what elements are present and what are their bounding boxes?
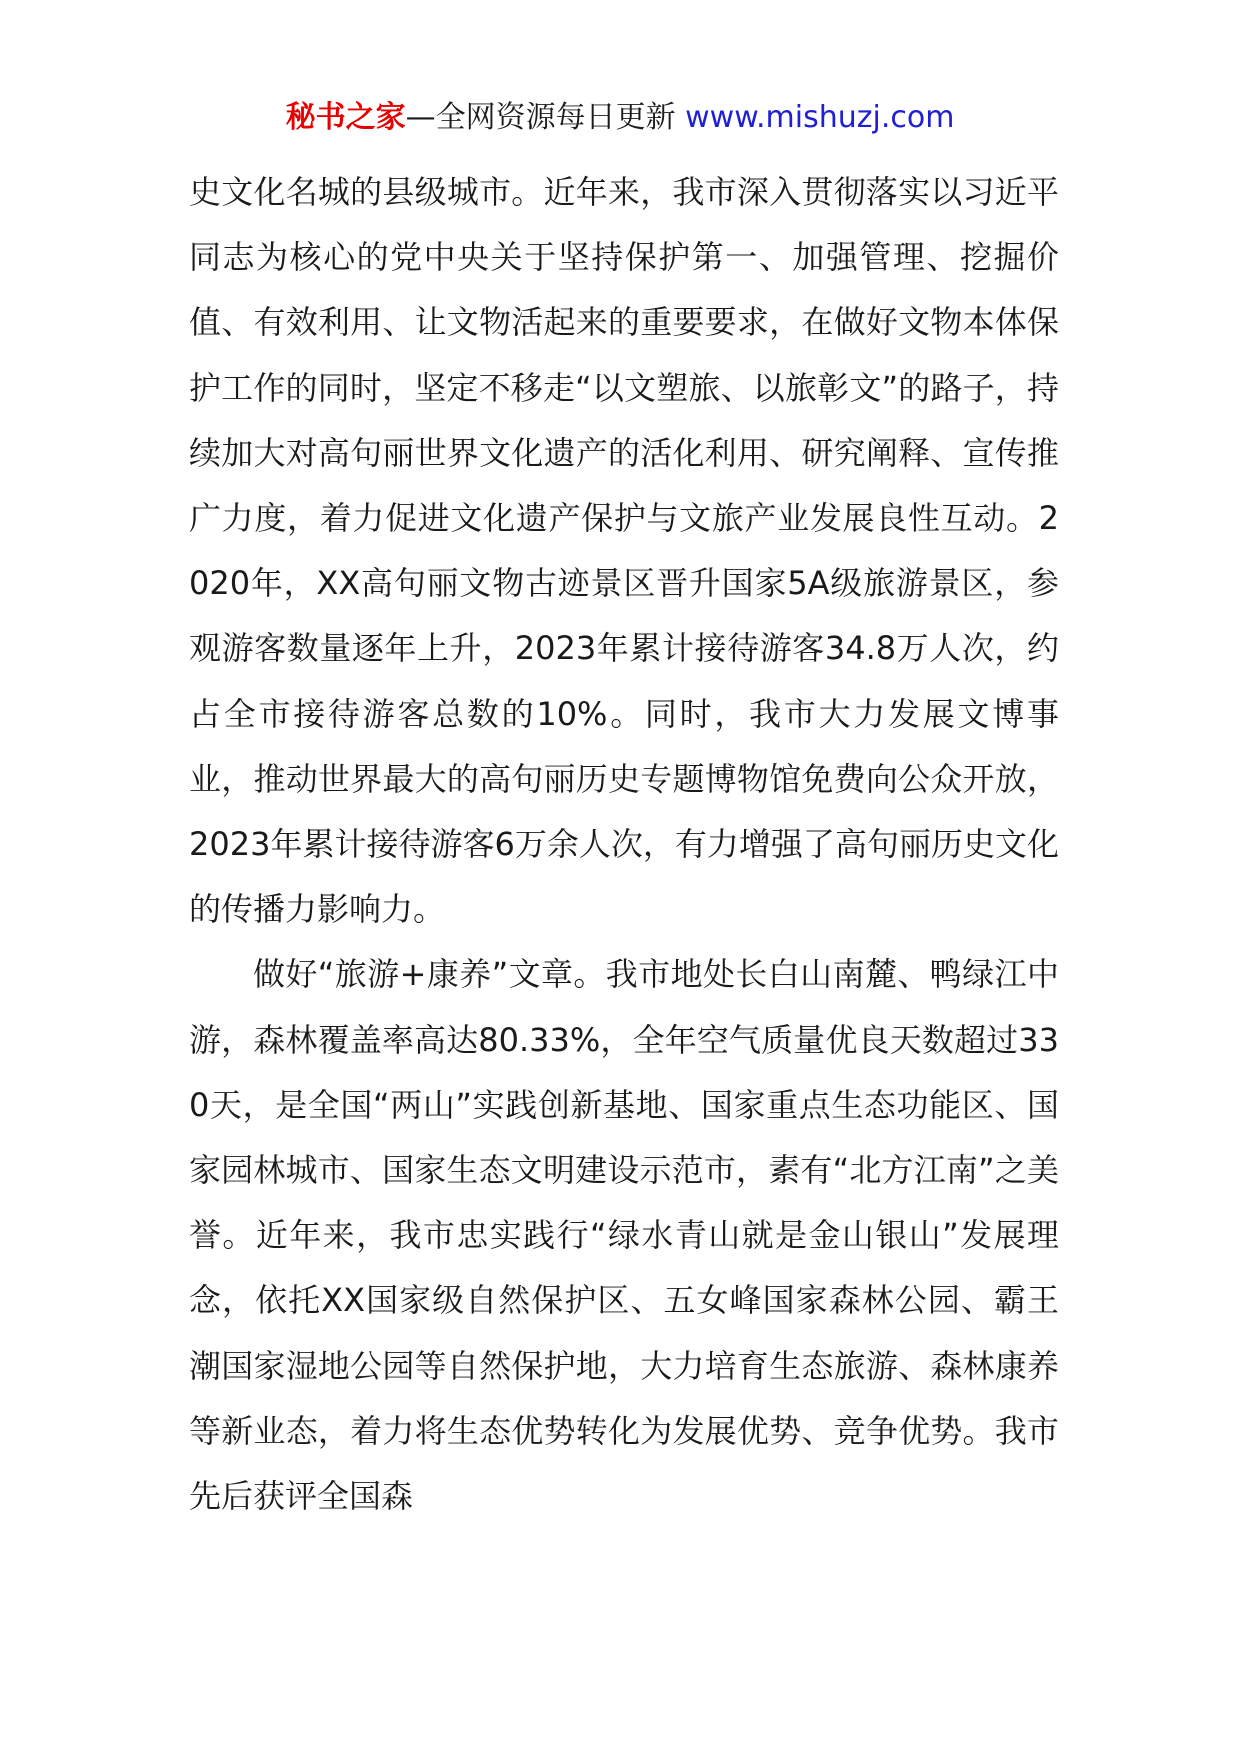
header-tagline: —全网资源每日更新 bbox=[405, 100, 676, 135]
document-body bbox=[189, 160, 1059, 1529]
header-url-link[interactable]: www.mishuzj.com bbox=[685, 100, 955, 135]
header-brand: 秘书之家 bbox=[285, 100, 406, 135]
paragraph-cultural-heritage: 史文化名城的县级城市。近年来，我市深入贯彻落实以习近平同志为核心的党中央关于坚持保护第一、加强管理、挖掘价值、有效利用、让文物活起来的重要要求，在做好文物本体保护工作的同时，坚定不移走“以文塑旅、以旅彰文”的路子，持续加大对高句丽世界文化遗产的活化利用、研究阐释、宣传推广力度，着力促进文化遗产保护与文旅产业发展良性互动。2020年，XX高句丽文物古迹景区晋升国家5A级旅游景区，参观游客数量逐年上升，2023年累计接待游客34.8万人次，约占全市接待游客总数的10%。同时，我市大力发展文博事业，推动世界最大的高句丽历史专题博物馆免费向公众开放，2023年累计接待游客6万余人次，有力增强了高句丽历史文化的传播力影响力。 bbox=[189, 173, 1059, 929]
site-header bbox=[0, 98, 1240, 138]
paragraph-tourism-wellness: 做好“旅游+康养”文章。我市地处长白山南麓、鸭绿江中游，森林覆盖率高达80.33%，全年空气质量优良天数超过330天，是全国“两山”实践创新基地、国家重点生态功能区、国家园林城市、国家生态文明建设示范市，素有“北方江南”之美誉。近年来，我市忠实践行“绿水青山就是金山银山”发展理念，依托XX国家级自然保护区、五女峰国家森林公园、霸王潮国家湿地公园等自然保护地，大力培育生态旅游、森林康养等新业态，着力将生态优势转化为发展优势、竞争优势。我市先后获评全国森 bbox=[189, 955, 1059, 1516]
